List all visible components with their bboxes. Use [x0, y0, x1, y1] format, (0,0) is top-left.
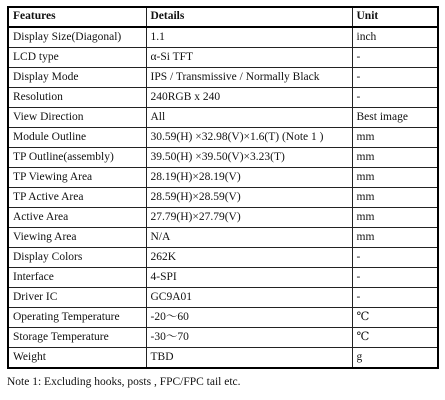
table-row — [8, 248, 438, 268]
table-row — [8, 88, 438, 108]
details-cell: GC9A01 — [146, 288, 352, 308]
details-cell: All — [146, 108, 352, 128]
feature-cell: Viewing Area — [8, 228, 146, 248]
details-cell: 39.50(H) ×39.50(V)×3.23(T) — [146, 148, 352, 168]
table-row — [8, 128, 438, 148]
unit-cell: ℃ — [352, 308, 438, 328]
details-cell: 1.1 — [146, 27, 352, 48]
table-row — [8, 68, 438, 88]
spec-table-body — [8, 27, 438, 368]
feature-cell: LCD type — [8, 48, 146, 68]
feature-cell: Display Colors — [8, 248, 146, 268]
details-cell: -20～60 — [146, 308, 352, 328]
feature-cell: View Direction — [8, 108, 146, 128]
footnote: Note 1: Excluding hooks, posts , FPC/FPC tail etc. — [7, 376, 241, 388]
details-cell: α-Si TFT — [146, 48, 352, 68]
feature-cell: TP Active Area — [8, 188, 146, 208]
unit-cell: - — [352, 248, 438, 268]
unit-cell: mm — [352, 208, 438, 228]
table-row — [8, 27, 438, 48]
unit-cell: Best image — [352, 108, 438, 128]
feature-cell: Operating Temperature — [8, 308, 146, 328]
unit-cell: mm — [352, 168, 438, 188]
table-row — [8, 168, 438, 188]
table-row — [8, 308, 438, 328]
feature-cell: Active Area — [8, 208, 146, 228]
table-row — [8, 48, 438, 68]
spec-table — [7, 6, 439, 369]
details-cell: -30～70 — [146, 328, 352, 348]
header-unit: Unit — [352, 7, 438, 27]
details-cell: TBD — [146, 348, 352, 369]
table-row — [8, 188, 438, 208]
spec-table-header — [8, 7, 438, 27]
table-row — [8, 108, 438, 128]
unit-cell: - — [352, 288, 438, 308]
unit-cell: - — [352, 268, 438, 288]
unit-cell: - — [352, 88, 438, 108]
details-cell: 30.59(H) ×32.98(V)×1.6(T) (Note 1 ) — [146, 128, 352, 148]
feature-cell: Driver IC — [8, 288, 146, 308]
header-features: Features — [8, 7, 146, 27]
unit-cell: mm — [352, 228, 438, 248]
table-row — [8, 328, 438, 348]
details-cell: N/A — [146, 228, 352, 248]
table-row — [8, 288, 438, 308]
feature-cell: Display Mode — [8, 68, 146, 88]
header-row — [8, 7, 438, 27]
feature-cell: Storage Temperature — [8, 328, 146, 348]
table-row — [8, 208, 438, 228]
unit-cell: mm — [352, 128, 438, 148]
feature-cell: Weight — [8, 348, 146, 369]
details-cell: 4-SPI — [146, 268, 352, 288]
feature-cell: Resolution — [8, 88, 146, 108]
feature-cell: TP Outline(assembly) — [8, 148, 146, 168]
details-cell: IPS / Transmissive / Normally Black — [146, 68, 352, 88]
unit-cell: mm — [352, 188, 438, 208]
feature-cell: Interface — [8, 268, 146, 288]
table-row — [8, 148, 438, 168]
header-details: Details — [146, 7, 352, 27]
unit-cell: g — [352, 348, 438, 369]
details-cell: 28.59(H)×28.59(V) — [146, 188, 352, 208]
details-cell: 262K — [146, 248, 352, 268]
feature-cell: Display Size(Diagonal) — [8, 27, 146, 48]
unit-cell: - — [352, 68, 438, 88]
table-row — [8, 228, 438, 248]
details-cell: 27.79(H)×27.79(V) — [146, 208, 352, 228]
table-row — [8, 348, 438, 369]
unit-cell: ℃ — [352, 328, 438, 348]
details-cell: 28.19(H)×28.19(V) — [146, 168, 352, 188]
details-cell: 240RGB x 240 — [146, 88, 352, 108]
feature-cell: Module Outline — [8, 128, 146, 148]
unit-cell: inch — [352, 27, 438, 48]
table-row — [8, 268, 438, 288]
feature-cell: TP Viewing Area — [8, 168, 146, 188]
unit-cell: - — [352, 48, 438, 68]
unit-cell: mm — [352, 148, 438, 168]
